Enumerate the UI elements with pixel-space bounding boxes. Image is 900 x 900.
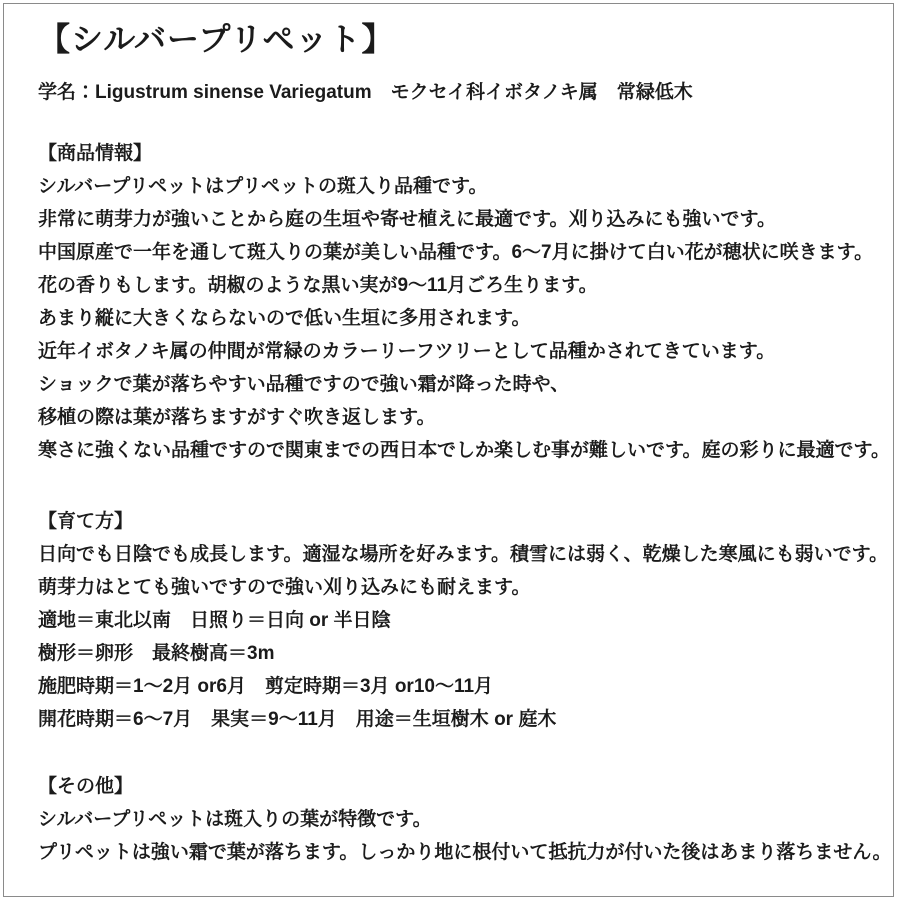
text-line: 寒さに強くない品種ですので関東までの西日本でしか楽しむ事が難しいです。庭の彩りに最適です。 — [38, 440, 890, 461]
text-line: 移植の際は葉が落ちますがすぐ吹き返します。 — [38, 407, 436, 428]
text-line: 非常に萌芽力が強いことから庭の生垣や寄せ植えに最適です。刈り込みにも強いです。 — [38, 209, 776, 230]
text-line: シルバープリペットはプリペットの斑入り品種です。 — [38, 176, 488, 197]
scientific-name-line: 学名：Ligustrum sinense Variegatum モクセイ科イボタノキ属 常緑低木 — [38, 82, 693, 103]
section-product-info — [38, 137, 890, 467]
text-line: 花の香りもします。胡椒のような黒い実が9～11月ごろ生ります。 — [38, 275, 598, 296]
text-line: 中国原産で一年を通して斑入りの葉が美しい品種です。6～7月に掛けて白い花が穂状に咲きます。 — [38, 242, 874, 263]
section-other — [38, 770, 892, 869]
section-heading-how-to-grow: 【育て方】 — [38, 511, 134, 532]
page-content — [4, 18, 893, 869]
text-line: 樹形＝卵形 最終樹高＝3m — [38, 643, 275, 664]
text-line: シルバープリペットは斑入りの葉が特徴です。 — [38, 809, 432, 830]
text-line: 施肥時期＝1～2月 or6月 剪定時期＝3月 or10～11月 — [38, 676, 494, 697]
text-line: 萌芽力はとても強いですので強い刈り込みにも耐えます。 — [38, 577, 531, 598]
text-line: プリペットは強い霜で葉が落ちます。しっかり地に根付いて抵抗力が付いた後はあまり落ちません。 — [38, 842, 892, 863]
text-line: あまり縦に大きくならないので低い生垣に多用されます。 — [38, 308, 531, 329]
page-border-frame — [3, 3, 894, 897]
text-line: 適地＝東北以南 日照り＝日向 or 半日陰 — [38, 610, 391, 631]
section-heading-product-info: 【商品情報】 — [38, 143, 153, 164]
page-title: 【シルバープリペット】 — [38, 21, 395, 57]
section-how-to-grow — [38, 505, 889, 736]
text-line: 近年イボタノキ属の仲間が常緑のカラーリーフツリーとして品種かされてきています。 — [38, 341, 776, 362]
section-heading-other: 【その他】 — [38, 776, 134, 797]
text-line: 開花時期＝6～7月 果実＝9～11月 用途＝生垣樹木 or 庭木 — [38, 709, 557, 730]
text-line: ショックで葉が落ちやすい品種ですので強い霜が降った時や、 — [38, 374, 570, 395]
text-line: 日向でも日陰でも成長します。適湿な場所を好みます。積雪には弱く、乾燥した寒風にも弱いです。 — [38, 544, 889, 565]
